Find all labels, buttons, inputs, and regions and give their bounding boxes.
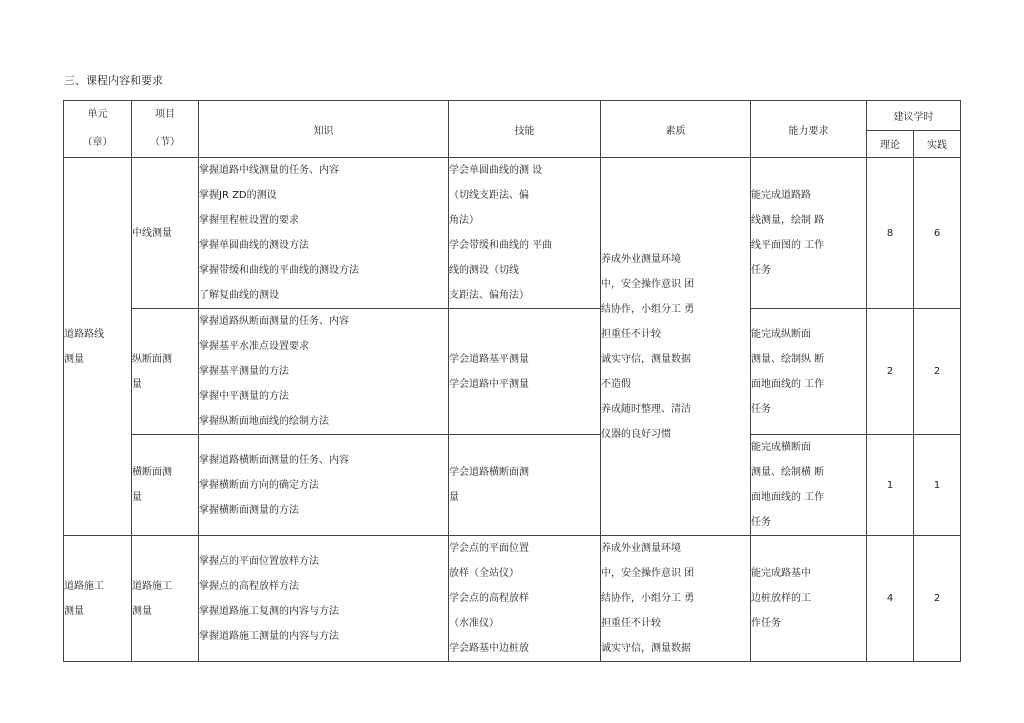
quality-line: 养成外业测量环境 bbox=[601, 543, 681, 554]
theory-hours: 1 bbox=[867, 435, 914, 536]
knowledge-cell bbox=[199, 158, 449, 309]
unit-name-line: 道路路线 bbox=[64, 328, 104, 340]
item-cell bbox=[132, 536, 199, 662]
quality-line: 担重任不计较 bbox=[601, 328, 661, 340]
header-item-line: （节） bbox=[150, 137, 180, 148]
knowledge-cell bbox=[199, 309, 449, 435]
knowledge-line: 掌握道路施工测量的内容与方法 bbox=[199, 630, 339, 642]
ability-line: 任务 bbox=[751, 403, 771, 415]
ability-line: 能完成道路路 bbox=[751, 190, 811, 201]
skill-line: 学会带缓和曲线的 平曲 bbox=[449, 240, 553, 251]
practice-hours: 6 bbox=[914, 158, 961, 309]
knowledge-line: 掌握道路横断面测量的任务、内容 bbox=[199, 454, 349, 466]
ability-line: 任务 bbox=[751, 265, 771, 276]
unit-cell bbox=[64, 158, 132, 536]
knowledge-line: 掌握中平测量的方法 bbox=[199, 391, 289, 402]
header-theory: 理论 bbox=[867, 130, 914, 157]
skill-cell bbox=[449, 158, 601, 309]
quality-cell bbox=[601, 158, 751, 536]
item-name-line: 量 bbox=[132, 492, 142, 503]
quality-line: 担重任不计较 bbox=[601, 618, 661, 629]
theory-hours: 4 bbox=[867, 536, 914, 662]
quality-line: 中，安全操作意识 团 bbox=[601, 568, 695, 579]
knowledge-line: 掌握道路中线测量的任务、内容 bbox=[199, 165, 339, 176]
unit-cell bbox=[64, 536, 132, 662]
item-name-line: 道路施工 bbox=[132, 580, 172, 592]
header-item-line: 项目 bbox=[155, 109, 175, 120]
skill-line: 学会道路横断面测 bbox=[449, 467, 529, 478]
knowledge-line: 掌握带缓和曲线的平曲线的测设方法 bbox=[199, 265, 359, 276]
section-heading: 三、课程内容和要求 bbox=[64, 74, 163, 87]
ability-line: 能完成横断面 bbox=[751, 442, 811, 453]
skill-line: 学会道路中平测量 bbox=[449, 378, 529, 390]
ability-line: 测量、绘制纵 断 bbox=[751, 353, 825, 365]
ability-cell bbox=[751, 309, 867, 435]
quality-line: 不造假 bbox=[601, 378, 631, 390]
ability-line: 测量、绘制横 断 bbox=[751, 467, 825, 478]
ability-line: 面地面线的 工作 bbox=[751, 492, 825, 503]
ability-line: 边桩放样的工 bbox=[751, 593, 811, 604]
unit-name-line: 道路施工 bbox=[64, 580, 104, 592]
knowledge-line: 掌握点的高程放样方法 bbox=[199, 580, 299, 592]
unit-name-line: 测量 bbox=[64, 353, 84, 365]
skill-cell bbox=[449, 435, 601, 536]
header-practice: 实践 bbox=[914, 130, 961, 157]
knowledge-line: 掌握道路施工复测的内容与方法 bbox=[199, 605, 339, 617]
ability-line: 能完成路基中 bbox=[751, 568, 811, 579]
knowledge-line: 了解复曲线的测设 bbox=[199, 290, 279, 301]
ability-line: 能完成纵断面 bbox=[751, 328, 811, 340]
header-suggested-hours: 建议学时 bbox=[867, 101, 961, 131]
quality-line: 诚实守信，测量数据 bbox=[601, 643, 691, 654]
skill-line: 学会道路基平测量 bbox=[449, 353, 529, 365]
knowledge-line: 掌握JR ZD的测设 bbox=[199, 190, 277, 201]
ability-line: 面地面线的 工作 bbox=[751, 378, 825, 390]
quality-line: 结协作，小组分工 勇 bbox=[601, 593, 695, 604]
practice-hours: 2 bbox=[914, 309, 961, 435]
quality-line: 诚实守信，测量数据 bbox=[601, 353, 691, 365]
ability-cell bbox=[751, 536, 867, 662]
skill-line: 角法） bbox=[449, 215, 479, 226]
theory-hours: 8 bbox=[867, 158, 914, 309]
header-unit-line: 单元 bbox=[87, 109, 108, 120]
skill-line: （水准仪） bbox=[449, 618, 499, 629]
skill-line: （切线支距法、偏 bbox=[449, 190, 529, 201]
ability-line: 线平面图的 工作 bbox=[751, 240, 825, 251]
knowledge-line: 掌握单圆曲线的测设方法 bbox=[199, 240, 309, 251]
knowledge-cell bbox=[199, 435, 449, 536]
header-item bbox=[132, 101, 199, 158]
header-knowledge: 知识 bbox=[199, 101, 449, 158]
knowledge-line: 掌握基平水准点设置要求 bbox=[199, 341, 309, 352]
ability-line: 线测量，绘制 路 bbox=[751, 215, 825, 226]
skill-cell bbox=[449, 536, 601, 662]
knowledge-line: 掌握基平测量的方法 bbox=[199, 366, 289, 377]
skill-line: 线的测设（切线 bbox=[449, 265, 519, 276]
quality-line: 结协作，小组分工 勇 bbox=[601, 303, 695, 315]
item-name-line: 横断面测 bbox=[132, 467, 172, 478]
skill-line: 放样（全站仪） bbox=[449, 568, 519, 579]
quality-line: 仪器的良好习惯 bbox=[601, 428, 671, 440]
quality-cell bbox=[601, 536, 751, 662]
skill-line: 学会点的高程放样 bbox=[449, 593, 529, 604]
skill-cell bbox=[449, 309, 601, 435]
item-name-line: 量 bbox=[132, 378, 142, 390]
ability-line: 任务 bbox=[751, 517, 771, 528]
quality-line: 养成外业测量环境 bbox=[601, 253, 681, 265]
practice-hours: 1 bbox=[914, 435, 961, 536]
item-name-line: 中线测量 bbox=[132, 227, 172, 239]
knowledge-line: 掌握横断面方向的确定方法 bbox=[199, 479, 319, 491]
item-cell bbox=[132, 435, 199, 536]
knowledge-line: 掌握道路纵断面测量的任务、内容 bbox=[199, 316, 349, 327]
knowledge-cell bbox=[199, 536, 449, 662]
ability-cell bbox=[751, 158, 867, 309]
knowledge-line: 掌握横断面测量的方法 bbox=[199, 504, 299, 516]
quality-line: 养成随时整理、清洁 bbox=[601, 403, 691, 415]
course-content-table bbox=[63, 100, 961, 662]
header-skill: 技能 bbox=[449, 101, 601, 158]
theory-hours: 2 bbox=[867, 309, 914, 435]
knowledge-line: 掌握点的平面位置放样方法 bbox=[199, 555, 319, 567]
practice-hours: 2 bbox=[914, 536, 961, 662]
item-name-line: 纵断面测 bbox=[132, 353, 172, 365]
knowledge-line: 掌握里程桩设置的要求 bbox=[199, 215, 299, 226]
header-ability: 能力要求 bbox=[751, 101, 867, 158]
ability-cell bbox=[751, 435, 867, 536]
header-quality: 素质 bbox=[601, 101, 751, 158]
item-cell bbox=[132, 309, 199, 435]
item-name-line: 测量 bbox=[132, 605, 152, 617]
ability-line: 作任务 bbox=[751, 618, 781, 629]
item-cell bbox=[132, 158, 199, 309]
quality-line: 中，安全操作意识 团 bbox=[601, 278, 695, 290]
skill-line: 学会路基中边桩放 bbox=[449, 643, 529, 654]
skill-line: 量 bbox=[449, 492, 459, 503]
unit-name-line: 测量 bbox=[64, 605, 84, 617]
skill-line: 支距法、偏角法） bbox=[449, 290, 529, 301]
header-unit-line: （章） bbox=[82, 137, 113, 148]
skill-line: 学会点的平面位置 bbox=[449, 543, 529, 554]
skill-line: 学会单圆曲线的测 设 bbox=[449, 165, 543, 176]
knowledge-line: 掌握纵断面地面线的绘制方法 bbox=[199, 416, 329, 427]
header-unit bbox=[64, 101, 132, 158]
